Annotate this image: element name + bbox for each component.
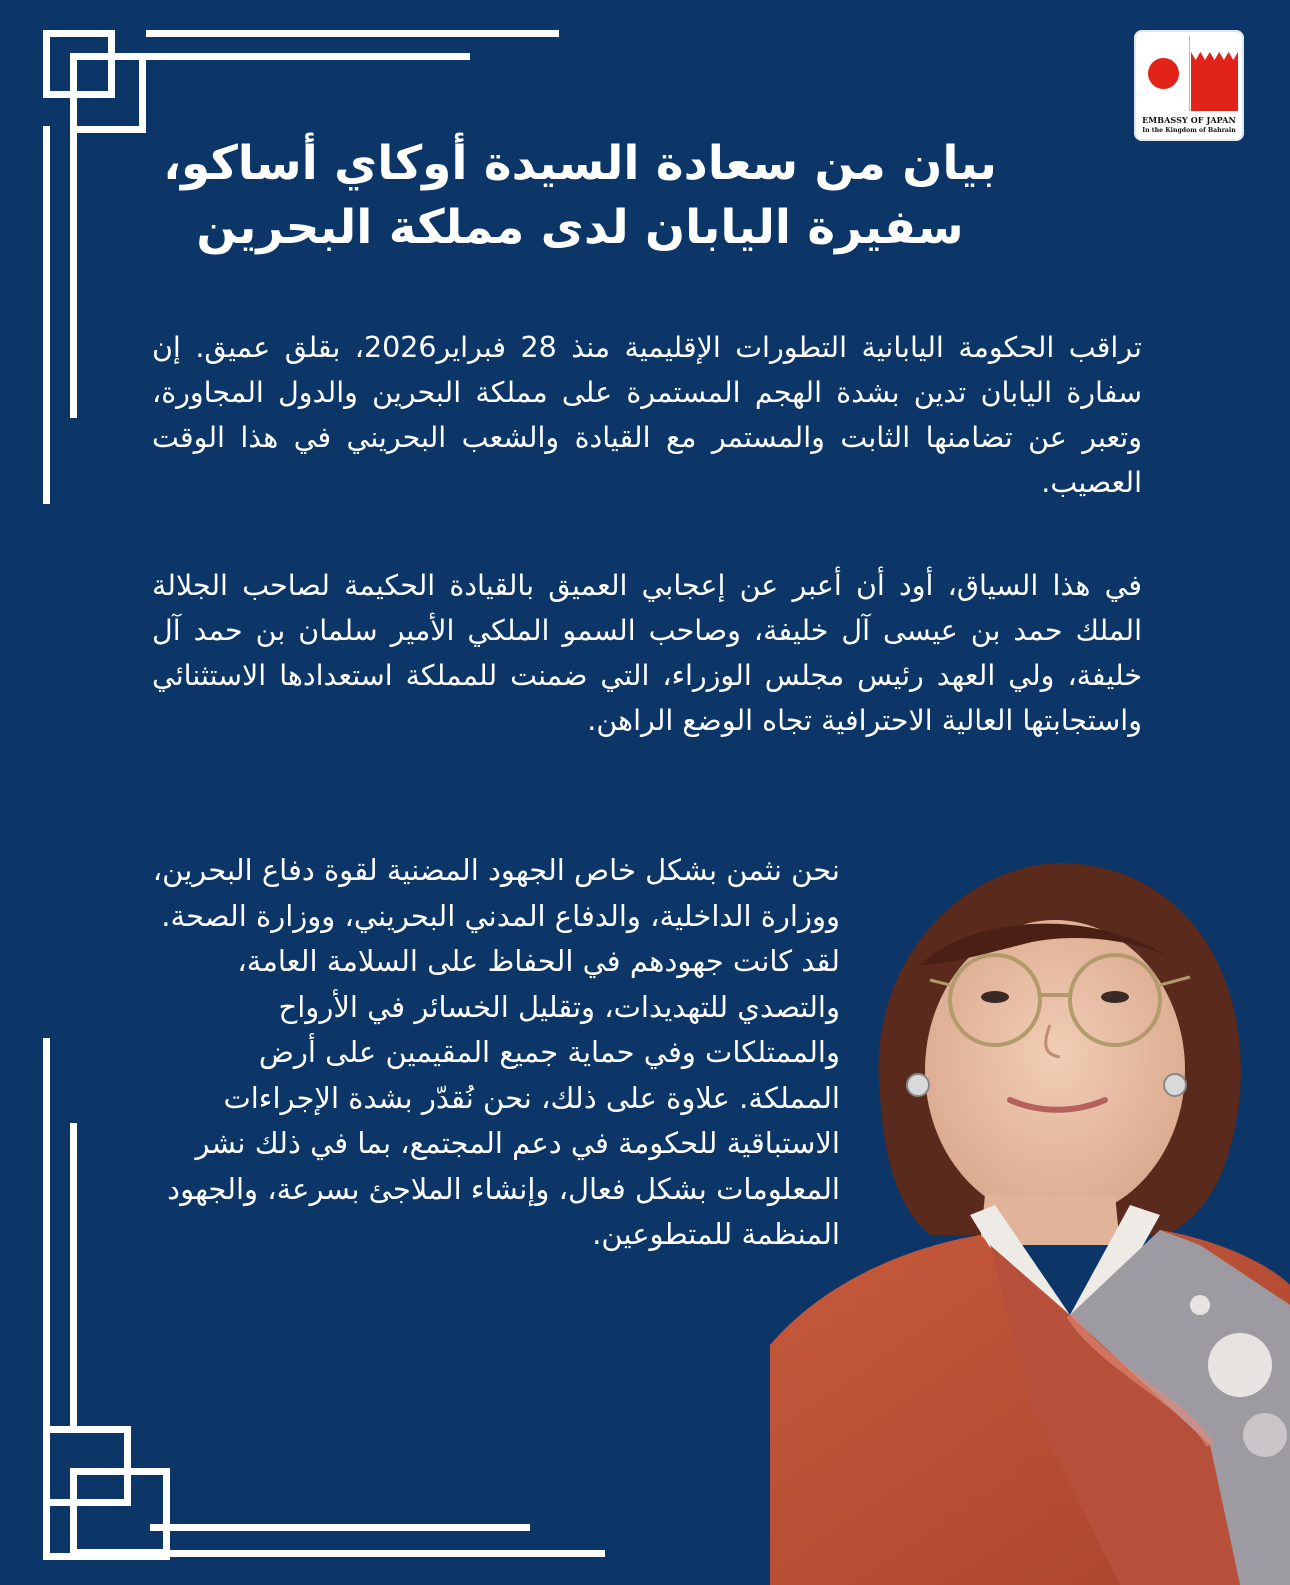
ornament-square — [70, 53, 146, 133]
title-line-2: سفيرة اليابان لدى مملكة البحرين — [196, 200, 964, 255]
logo-text-embassy: EMBASSY OF JAPAN — [1142, 115, 1236, 125]
paragraph-1: تراقب الحكومة اليابانية التطورات الإقليمية منذ 28 فبراير2026، بقلق عميق. إن سفارة اليابان تدين بشدة الهجم المستمرة على مملكة البحرين والدول المجاورة، وتعبر عن تضامنها الثابت والمستمر مع القيادة والشعب البحريني في هذا الوقت العصيب. — [152, 331, 1142, 499]
ornament-line — [150, 1524, 530, 1531]
japan-flag-icon — [1140, 36, 1188, 111]
ornament-line — [146, 30, 559, 37]
paragraph-2: في هذا السياق، أود أن أعبر عن إعجابي العميق بالقيادة الحكيمة لصاحب الجلالة الملك حمد بن عيسى آل خليفة، وصاحب السمو الملكي الأمير سلمان بن حمد آل خليفة، ولي العهد رئيس مجلس الوزراء، التي ضمنت للمملكة استعدادها الاستثنائي واستجابتها العالية الاحترافية تجاه الوضع الراهن. — [152, 569, 1142, 737]
ornament-line — [43, 126, 50, 504]
logo-text-kingdom: In the Kingdom of Bahrain — [1142, 127, 1236, 134]
ornament-square — [43, 1468, 170, 1560]
ornament-line — [43, 1038, 50, 1433]
embassy-logo — [1134, 30, 1244, 141]
ambassador-portrait — [770, 845, 1290, 1585]
ornament-line — [165, 1550, 605, 1557]
ornament-line — [70, 130, 77, 418]
bahrain-flag-icon — [1191, 36, 1238, 111]
title-line-1: بيان من سعادة السيدة أوكاي أساكو، — [163, 136, 997, 191]
ornament-line — [70, 53, 470, 60]
page-title — [150, 132, 1010, 260]
ornament-line — [70, 1123, 77, 1433]
paragraph-3: نحن نثمن بشكل خاص الجهود المضنية لقوة دفاع البحرين، ووزارة الداخلية، والدفاع المدني البحريني، ووزارة الصحة. لقد كانت جهودهم في الحفاظ على السلامة العامة، والتصدي للتهديدات، وتقليل الخسائر في الأرواح والممتلكات وفي حماية جميع المقيمين على أرض المملكة. علاوة على ذلك، نحن نُقدّر بشدة الإجراءات الاستباقية للحكومة في دعم المجتمع، بما في ذلك نشر المعلومات بشكل فعال، وإنشاء الملاجئ بسرعة، والجهود المنظمة للمتطوعين. — [152, 853, 840, 1251]
